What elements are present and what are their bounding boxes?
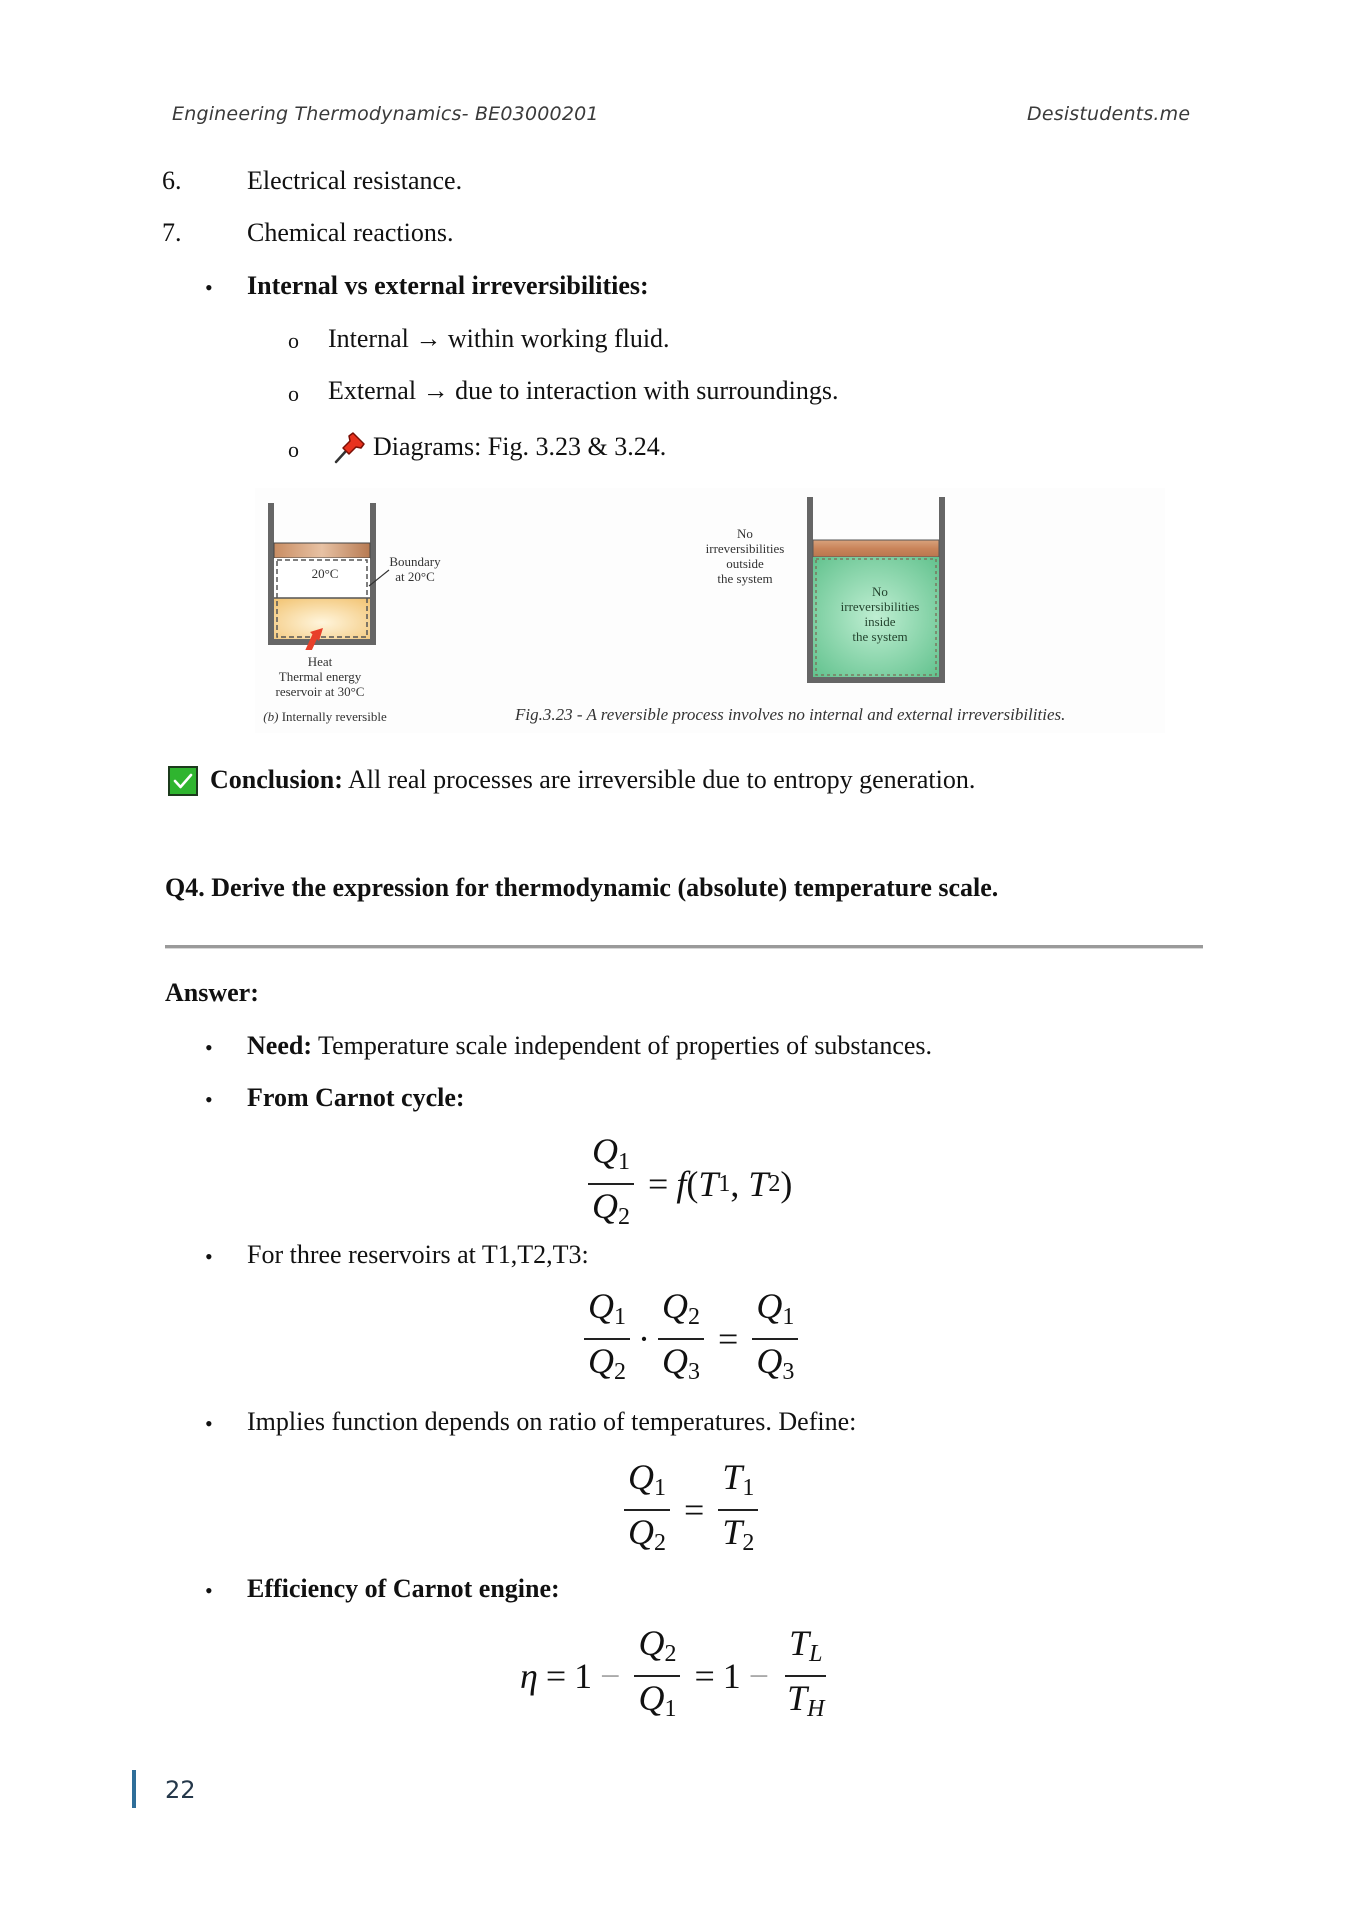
sub-caption-text: Internally reversible [281, 709, 387, 724]
fraction: $\frac{T_1}{T_2}$ [718, 1458, 758, 1562]
equals-sign: = [718, 1319, 739, 1359]
outside-label-line: No [737, 526, 753, 541]
dot-operator: · [638, 1319, 650, 1359]
boundary-label-line: Boundary [389, 554, 441, 569]
outside-label-line: the system [717, 571, 773, 586]
sub-list-item: Internal → within working fluid. [328, 324, 670, 353]
reservoir-label-line: Thermal energy [278, 669, 362, 684]
pushpin-icon [331, 430, 367, 466]
equation-carnot-efficiency [520, 1624, 834, 1728]
answer-bullet-text: For three reservoirs at T1,T2,T3: [247, 1240, 589, 1269]
one: 1 [722, 1656, 741, 1696]
conclusion-text [210, 765, 975, 795]
answer-bullet-bold: Need: [247, 1031, 312, 1060]
inside-system-label [840, 584, 920, 644]
check-box-icon [168, 766, 198, 796]
sub-caption-prefix: (b) [263, 709, 279, 724]
section-heading-irreversibilities: Internal vs external irreversibilities: [247, 271, 649, 300]
bullet-marker: • [205, 1578, 213, 1603]
list-item-text: Electrical resistance. [247, 166, 463, 195]
list-number: 6. [162, 166, 182, 195]
bullet-marker: • [205, 1244, 213, 1269]
inside-label-line: No [872, 584, 888, 599]
conclusion-body: All real processes are irreversible due to entropy generation. [342, 765, 976, 794]
sub-bullet-marker: o [288, 437, 299, 462]
eta-symbol: η [520, 1656, 538, 1696]
header-site-name: Desistudents.me [1027, 103, 1191, 125]
answer-bullet-bold: From Carnot cycle: [247, 1083, 465, 1112]
bullet-marker: • [205, 1411, 213, 1436]
equals-sign: = [684, 1490, 705, 1530]
sub-list-item: Diagrams: Fig. 3.23 & 3.24. [373, 432, 667, 461]
outside-label-line: outside [726, 556, 764, 571]
sub-bullet-marker: o [288, 381, 299, 406]
heat-label: Heat [307, 654, 333, 669]
equation-three-reservoirs [578, 1287, 804, 1391]
fraction: $\frac{T_L}{T_H}$ [783, 1624, 828, 1728]
equation-carnot-ratio: $\frac{Q_1}{Q_2}$ = f ( T 1 , T 2 ) [582, 1132, 792, 1236]
outside-label-line: irreversibilities [705, 541, 785, 556]
header-document-title: Engineering Thermodynamics- BE03000201 [172, 103, 599, 125]
page-number: 22 [165, 1776, 196, 1804]
bullet-marker: • [205, 1035, 213, 1060]
outside-system-label [695, 526, 795, 586]
answer-bullet-text: Implies function depends on ratio of temperatures. Define: [247, 1407, 857, 1436]
fraction: $\frac{Q_1}{Q_2}$ [624, 1458, 670, 1562]
figure-3-23 [255, 488, 1165, 733]
answer-label: Answer: [165, 978, 259, 1007]
equals-sign: = [648, 1164, 669, 1204]
list-item-text: Chemical reactions. [247, 218, 454, 247]
list-number: 7. [162, 218, 182, 247]
sub-bullet-marker: o [288, 328, 299, 353]
equation-temperature-ratio [618, 1458, 764, 1562]
minus-sign: − [600, 1656, 621, 1696]
question-heading: Q4. Derive the expression for thermodynamic (absolute) temperature scale. [165, 873, 999, 902]
inside-label-line: the system [852, 629, 908, 644]
reservoir-label-line: reservoir at 30°C [275, 684, 365, 699]
bullet-marker: • [205, 1087, 213, 1112]
minus-sign: − [748, 1656, 770, 1696]
answer-bullet-bold: Efficiency of Carnot engine: [247, 1574, 560, 1603]
equals-sign: = [545, 1656, 567, 1696]
boundary-label-line: at 20°C [395, 569, 435, 584]
bullet-marker: • [205, 275, 213, 300]
fraction: $\frac{Q_2}{Q_1}$ [634, 1624, 680, 1728]
sub-caption [255, 709, 395, 724]
fraction: $\frac{Q_2}{Q_3}$ [658, 1287, 704, 1391]
answer-bullet [247, 1031, 932, 1061]
page-number-bar [132, 1770, 136, 1808]
inside-label-line: irreversibilities [840, 599, 920, 614]
fraction: $\frac{Q_1}{Q_2}$ [588, 1132, 634, 1236]
boundary-label [385, 554, 445, 584]
conclusion-label: Conclusion: [210, 765, 343, 794]
fraction: $\frac{Q_1}{Q_3}$ [752, 1287, 798, 1391]
reservoir-label [265, 669, 375, 699]
inner-temperature-label: 20°C [311, 566, 339, 581]
figure-caption: Fig.3.23 - A reversible process involves no internal and external irreversibilities. [515, 705, 1066, 724]
sub-list-item: External → due to interaction with surroundings. [328, 376, 839, 405]
answer-bullet-text: Temperature scale independent of properties of substances. [311, 1031, 933, 1060]
function-f: f [676, 1164, 687, 1204]
fraction: $\frac{Q_1}{Q_2}$ [584, 1287, 630, 1391]
inside-label-line: inside [864, 614, 896, 629]
equals-sign: = [694, 1656, 715, 1696]
section-divider [165, 945, 1203, 949]
one: 1 [574, 1656, 593, 1696]
